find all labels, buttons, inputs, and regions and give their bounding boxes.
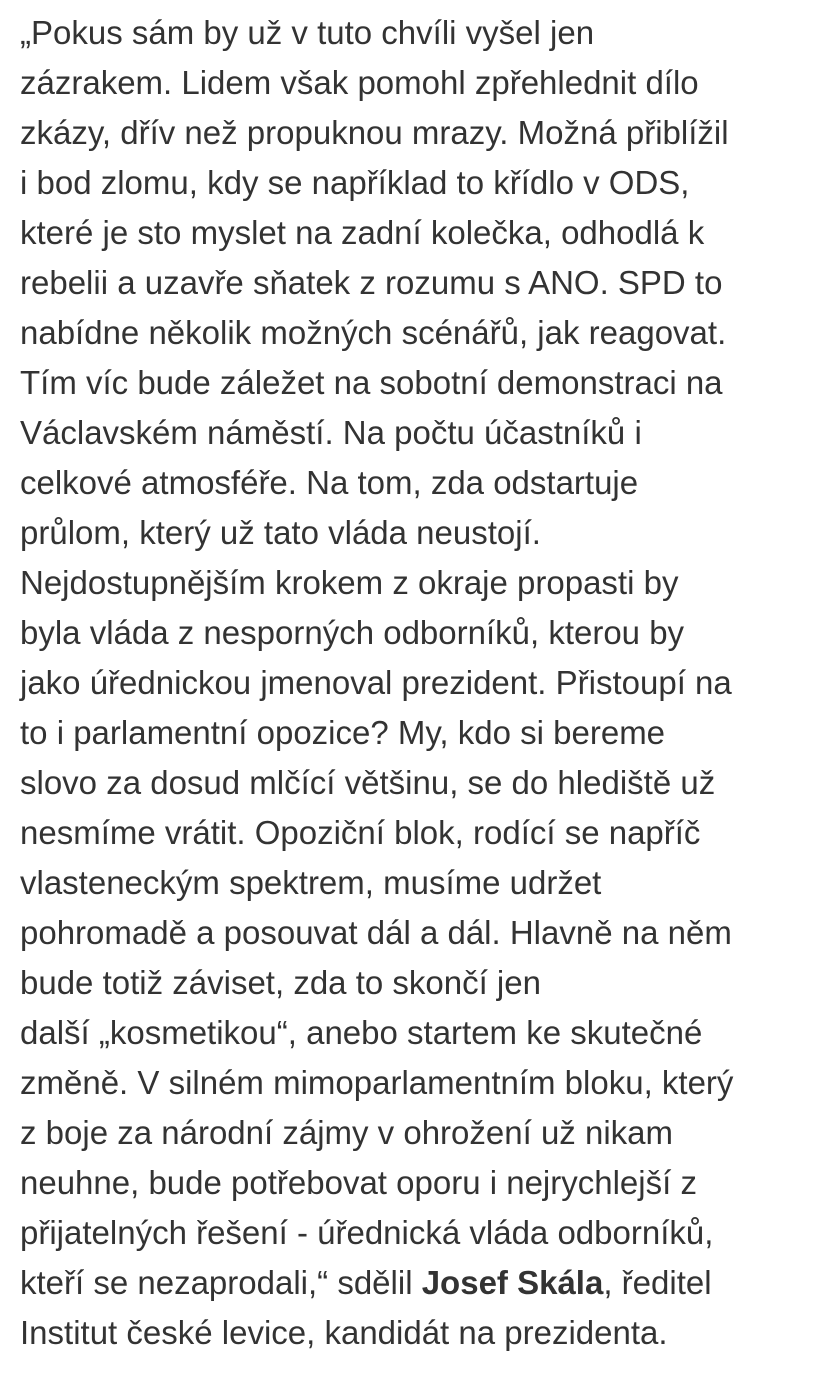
attribution-prefix: kteří se nezaprodali,“ sdělil bbox=[20, 1264, 422, 1301]
text-line: změně. V silném mimoparlamentním bloku, který bbox=[20, 1064, 734, 1101]
text-line: „Pokus sám by už v tuto chvíli vyšel jen bbox=[20, 14, 595, 51]
text-line: další „kosmetikou“, anebo startem ke skutečné bbox=[20, 1014, 703, 1051]
text-line: to i parlamentní opozice? My, kdo si bereme bbox=[20, 714, 666, 751]
attribution-suffix: , ředitel bbox=[603, 1264, 712, 1301]
text-line: které je sto myslet na zadní kolečka, odhodlá k bbox=[20, 214, 705, 251]
text-line: pohromadě a posouvat dál a dál. Hlavně na něm bbox=[20, 914, 732, 951]
text-line-last: Institut české levice, kandidát na prezidenta. bbox=[20, 1314, 668, 1351]
text-line: bude totiž záviset, zda to skončí jen bbox=[20, 964, 541, 1001]
text-line: přijatelných řešení - úřednická vláda odborníků, bbox=[20, 1214, 714, 1251]
text-line: Tím víc bude záležet na sobotní demonstraci na bbox=[20, 364, 723, 401]
text-line: rebelii a uzavře sňatek z rozumu s ANO. SPD to bbox=[20, 264, 723, 301]
text-line: celkové atmosféře. Na tom, zda odstartuje bbox=[20, 464, 639, 501]
text-line: Václavském náměstí. Na počtu účastníků i bbox=[20, 414, 642, 451]
text-line: slovo za dosud mlčící většinu, se do hlediště už bbox=[20, 764, 716, 801]
text-line: nabídne několik možných scénářů, jak reagovat. bbox=[20, 314, 727, 351]
author-name: Josef Skála bbox=[421, 1264, 604, 1301]
text-line: byla vláda z nesporných odborníků, kterou by bbox=[20, 614, 685, 651]
article-body bbox=[20, 8, 820, 1358]
text-line: z boje za národní zájmy v ohrožení už nikam bbox=[20, 1114, 673, 1151]
text-line: zkázy, dřív než propuknou mrazy. Možná přiblížil bbox=[20, 114, 729, 151]
text-line: neuhne, bude potřebovat oporu i nejrychlejší z bbox=[20, 1164, 697, 1201]
text-line: Nejdostupnějším krokem z okraje propasti by bbox=[20, 564, 679, 601]
text-line: jako úřednickou jmenoval prezident. Přistoupí na bbox=[20, 664, 732, 701]
attribution-line bbox=[20, 1258, 820, 1308]
text-line: průlom, který už tato vláda neustojí. bbox=[20, 514, 541, 551]
text-line: zázrakem. Lidem však pomohl zpřehlednit dílo bbox=[20, 64, 699, 101]
text-line: i bod zlomu, kdy se například to křídlo v ODS, bbox=[20, 164, 690, 201]
text-line: vlasteneckým spektrem, musíme udržet bbox=[20, 864, 602, 901]
text-line: nesmíme vrátit. Opoziční blok, rodící se napříč bbox=[20, 814, 701, 851]
